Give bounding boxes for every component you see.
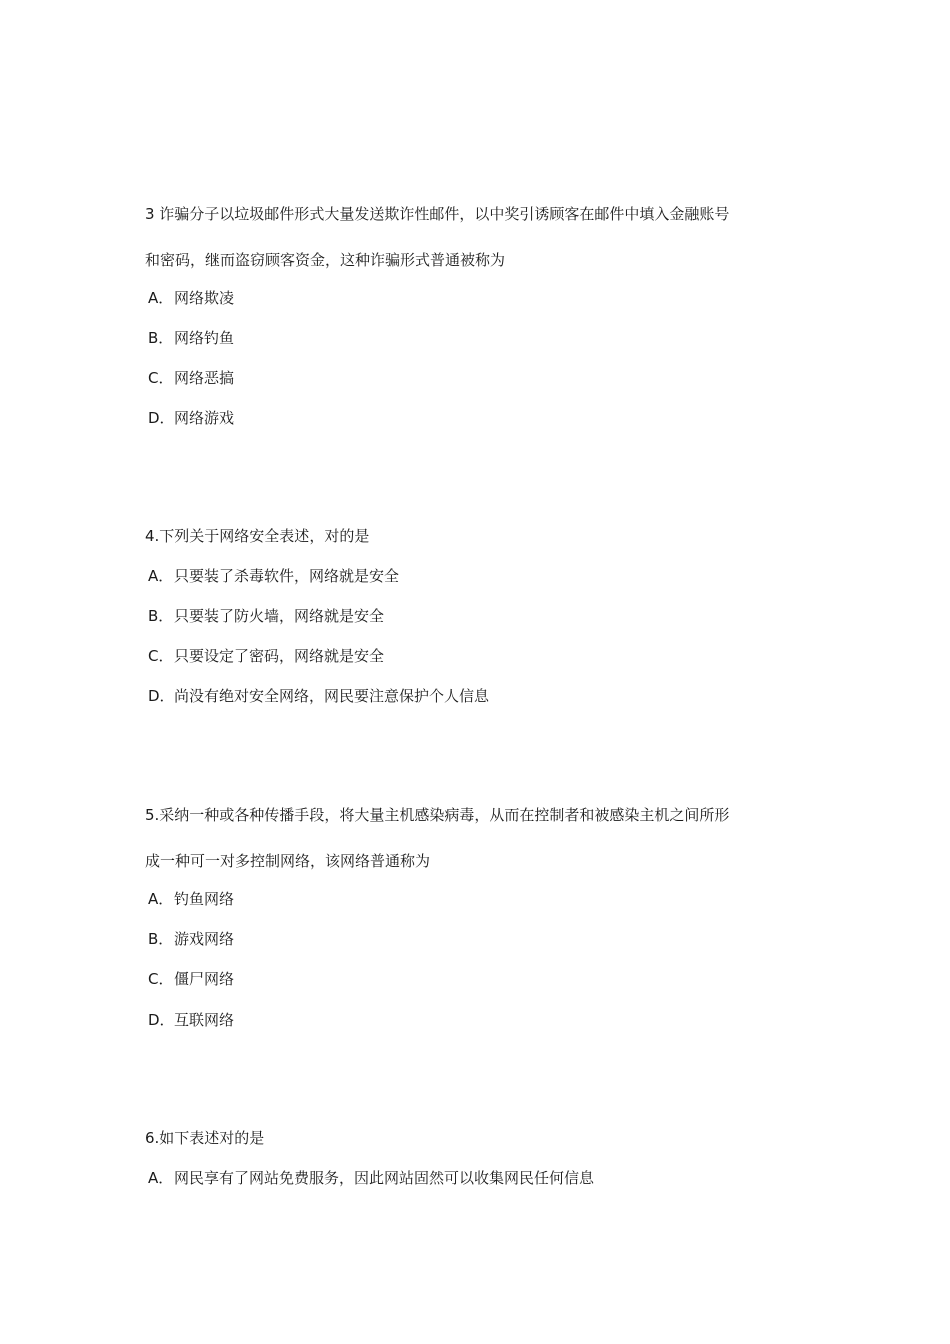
question-5-option-c <box>148 969 234 989</box>
option-text: 只要装了防火墙，网络就是安全 <box>174 607 385 625</box>
option-text: 网络恶搞 <box>174 369 235 387</box>
question-3-line-1: 3 诈骗分子以垃圾邮件形式大量发送欺诈性邮件，以中奖引诱顾客在邮件中填入金融账号 <box>145 205 730 223</box>
question-4-line-1: 4.下列关于网络安全表述，对的是 <box>145 527 370 545</box>
question-3-option-a <box>148 288 234 308</box>
question-5-option-d <box>148 1010 234 1030</box>
question-4-option-d <box>148 686 489 706</box>
option-text: 尚没有绝对安全网络，网民要注意保护个人信息 <box>174 687 490 705</box>
option-letter: B． <box>148 930 174 948</box>
option-text: 互联网络 <box>174 1011 235 1029</box>
option-text: 只要设定了密码，网络就是安全 <box>174 647 385 665</box>
question-3-option-d <box>148 408 234 428</box>
question-6-line-1: 6.如下表述对的是 <box>145 1129 265 1147</box>
option-letter: B． <box>148 329 174 347</box>
question-4-option-c <box>148 646 384 666</box>
question-5-line-2: 成一种可一对多控制网络，该网络普通称为 <box>145 852 431 870</box>
option-letter: A． <box>148 890 174 908</box>
question-6-option-a <box>148 1168 594 1188</box>
question-5-option-b <box>148 929 234 949</box>
option-letter: D． <box>148 687 175 705</box>
question-5-line-1: 5.采纳一种或各种传播手段，将大量主机感染病毒，从而在控制者和被感染主机之间所形 <box>145 806 730 824</box>
question-4-option-b <box>148 606 384 626</box>
option-letter: A． <box>148 567 174 585</box>
option-text: 网络钓鱼 <box>174 329 235 347</box>
option-letter: C． <box>148 970 174 988</box>
option-letter: A． <box>148 1169 174 1187</box>
option-letter: D． <box>148 1011 175 1029</box>
question-3-option-b <box>148 328 234 348</box>
option-text: 网民享有了网站免费服务，因此网站固然可以收集网民任何信息 <box>174 1169 595 1187</box>
option-letter: C． <box>148 369 174 387</box>
option-text: 游戏网络 <box>174 930 235 948</box>
option-text: 僵尸网络 <box>174 970 235 988</box>
option-letter: B． <box>148 607 174 625</box>
option-text: 钓鱼网络 <box>174 890 235 908</box>
option-text: 网络游戏 <box>174 409 235 427</box>
option-text: 只要装了杀毒软件，网络就是安全 <box>174 567 400 585</box>
question-5-option-a <box>148 889 234 909</box>
question-4-option-a <box>148 566 399 586</box>
option-letter: A． <box>148 289 174 307</box>
option-letter: C． <box>148 647 174 665</box>
option-text: 网络欺凌 <box>174 289 235 307</box>
question-3-option-c <box>148 368 234 388</box>
option-letter: D． <box>148 409 175 427</box>
question-3-line-2: 和密码，继而盗窃顾客资金，这种诈骗形式普通被称为 <box>145 251 506 269</box>
